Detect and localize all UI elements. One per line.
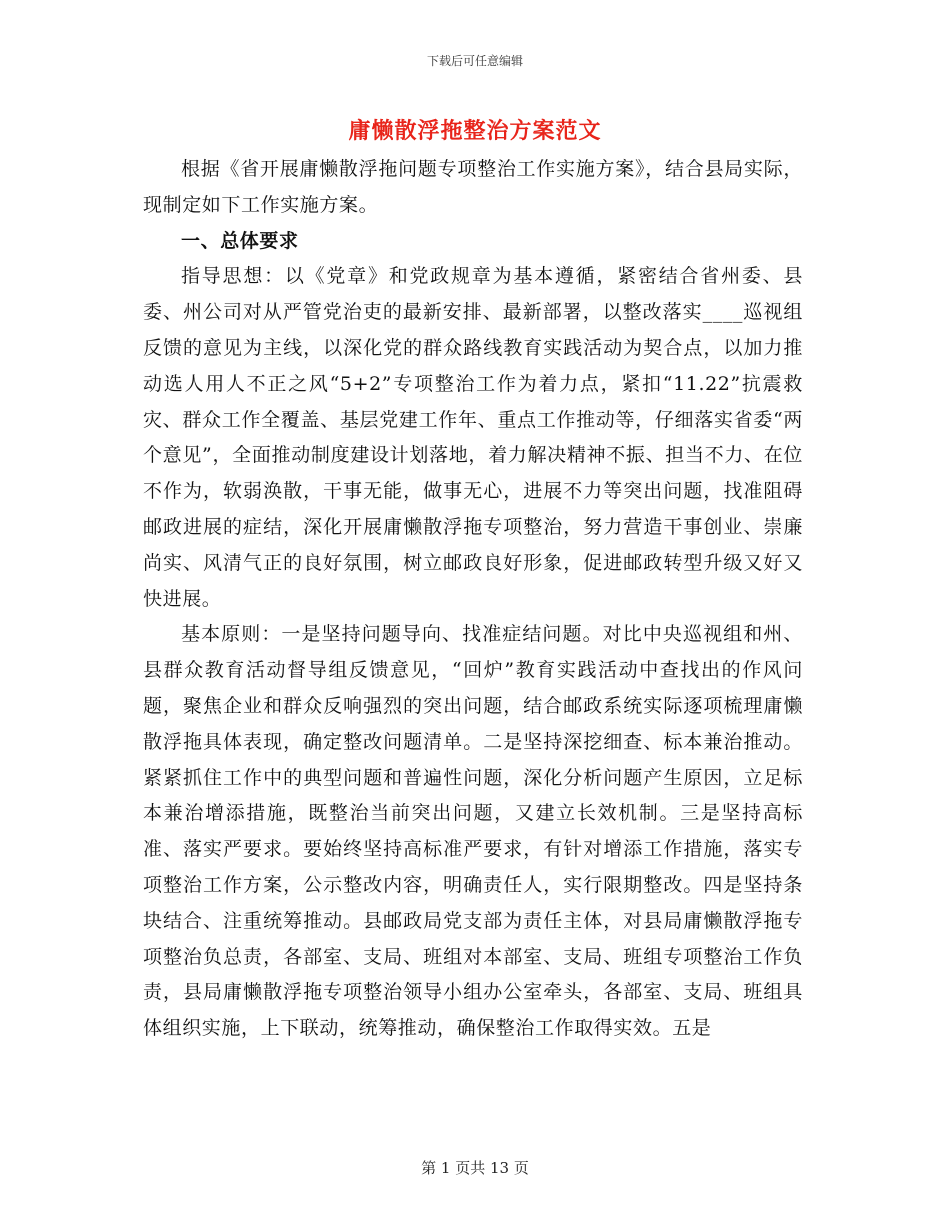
section-heading: 一、总体要求: [181, 229, 299, 252]
basic-principles-paragraph: 基本原则：一是坚持问题导向、找准症结问题。对比中央巡视组和州、县群众教育活动督导组反馈意见，“回炉”教育实践活动中查找出的作风问题，聚焦企业和群众反响强烈的突出问题，结合邮政系统实际逐项梳理庸懒散浮拖具体表现，确定整改问题清单。二是坚持深挖细查、标本兼治推动。紧紧抓住工作中的典型问题和普遍性问题，深化分析问题产生原因，立足标本兼治增添措施，既整治当前突出问题，又建立长效机制。三是坚持高标准、落实严要求。要始终坚持高标准严要求，有针对增添工作措施，落实专项整治工作方案，公示整改内容，明确责任人，实行限期整改。四是坚持条块结合、注重统筹推动。县邮政局党支部为责任主体，对县局庸懒散浮拖专项整治负总责，各部室、支局、班组对本部室、支局、班组专项整治工作负责，县局庸懒散浮拖专项整治领导小组办公室牵头，各部室、支局、班组具体组织实施，上下联动，统筹推动，确保整治工作取得实效。五是: [143, 623, 803, 1040]
intro-paragraph: 根据《省开展庸懒散浮拖问题专项整治工作实施方案》，结合县局实际，现制定如下工作实施方案。: [143, 158, 803, 216]
guiding-thought-paragraph: 指导思想：以《党章》和党政规章为基本遵循，紧密结合省州委、县委、州公司对从严管党治吏的最新安排、最新部署，以整改落实____巡视组反馈的意见为主线，以深化党的群众路线教育实践活动为契合点，以加力推动选人用人不正之风“5+2”专项整治工作为着力点，紧扣“11.22”抗震救灾、群众工作全覆盖、基层党建工作年、重点工作推动等，仔细落实省委“两个意见”，全面推动制度建设计划落地，着力解决精神不振、担当不力、在位不作为，软弱涣散，干事无能，做事无心，进展不力等突出问题，找准阻碍邮政进展的症结，深化开展庸懒散浮拖专项整治，努力营造干事创业、崇廉尚实、风清气正的良好氛围，树立邮政良好形象，促进邮政转型升级又好又快进展。: [143, 265, 803, 610]
page-header-note: 下载后可任意编辑: [426, 54, 523, 68]
page-number: 第 1 页共 13 页: [421, 1159, 529, 1177]
document-title: 庸懒散浮拖整治方案范文: [348, 118, 602, 144]
document-body: [143, 152, 803, 1047]
